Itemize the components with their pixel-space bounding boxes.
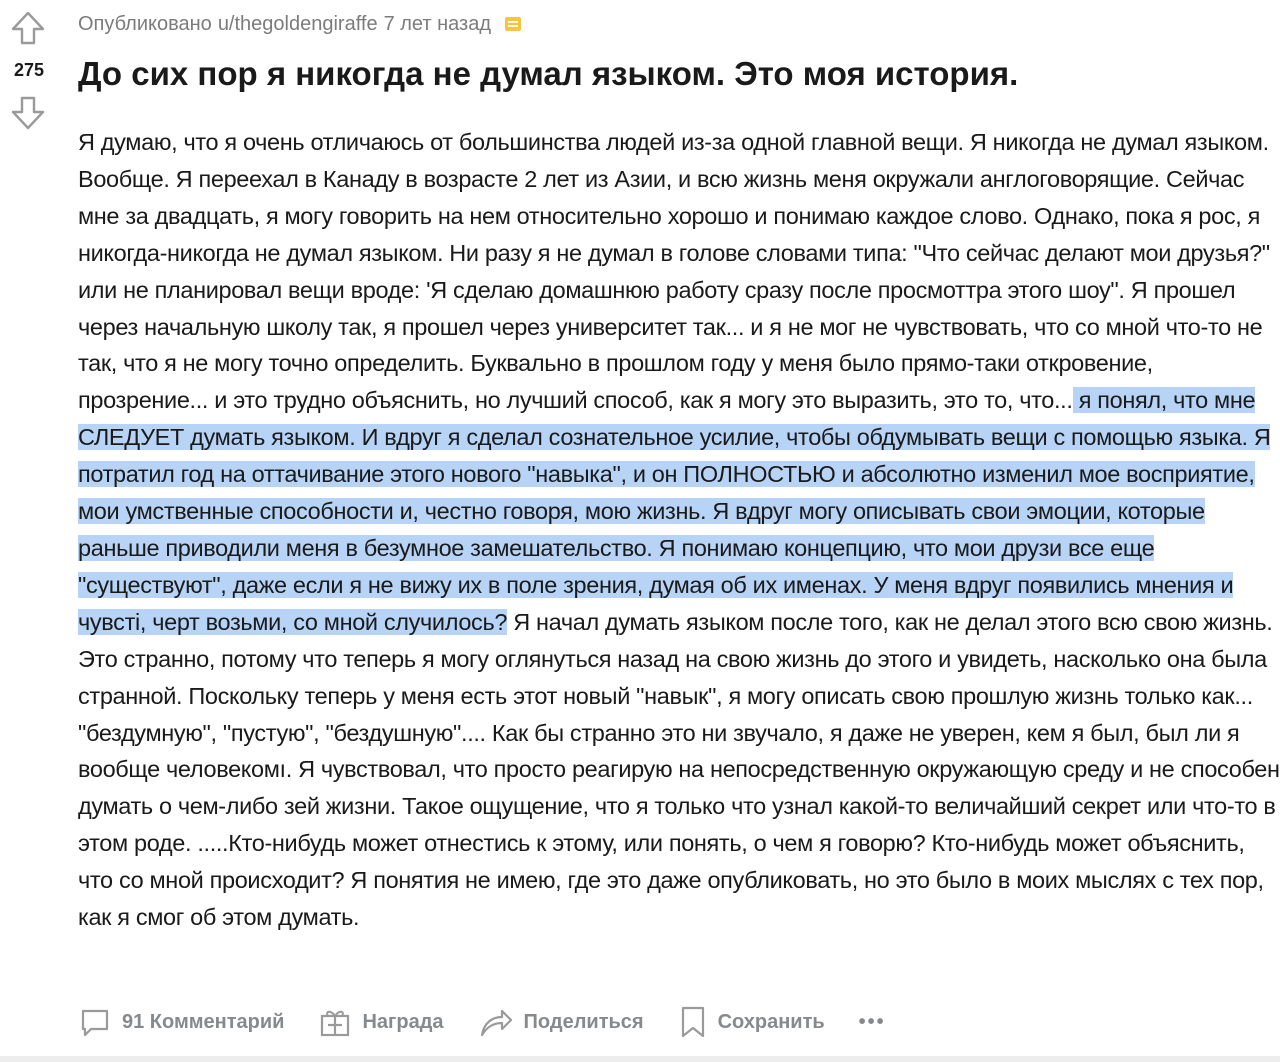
share-label: Поделиться xyxy=(523,1010,644,1033)
arrow-down-icon xyxy=(10,95,46,131)
vote-score: 275 xyxy=(13,60,45,80)
post-meta xyxy=(78,10,523,38)
post-title[interactable]: До сих пор я никогда не думал языком. Это моя история. xyxy=(78,55,1019,92)
post-time: 7 лет назад xyxy=(383,12,492,35)
body-text-before-highlight: Я думаю, что я очень отличаюсь от большинства людей из-за одной главной вещи. Я никогда не думал языком. Вообще. Я переехал в Канаду в возрасте 2 лет из Азии, и всю жизнь меня окружали англоговорящие. Сейчас мне за двадцать, я могу говорить на нем относительно хорошо и понимаю каждое слово. Однако, пока я рос, я никогда-никогда не думал языком. Ни разу я не думал в голове словами типа: "Что сейчас делают мои друзья?" или не планировал вещи вроде: 'Я сделаю домашнюю работу сразу после просмоттра этого шоу". Я прошел через начальную школу так, я прошел через университет так... и я не мог не чувствовать, что со мной что-то не так, что я не могу точно определить. Буквально в прошлом году у меня было прямо-таки откровение, прозрение... и это трудно объяснить, но лучший способ, как я могу это выразить, это то, что... xyxy=(78,129,1270,414)
body-text-after-highlight: Я начал думать языком после того, как не делал этого всю свою жизнь. Это странно, потому что теперь я могу оглянуться назад на свою жизнь до этого и увидеть, насколько она была странной. Поскольку теперь у меня есть этот новый "навык", я могу описать свою прошлую жизнь только как... "бездумную", "пустую", "бездушную".... Как бы странно это ни звучало, я даже не уверен, кем я был, был ли я вообще человекомı. Я чувствовал, что просто реагирую на непосредственную окружающую среду и не способен думать о чем-либо зей жизни. Такое ощущение, что я только что узнал какой-то величайший секрет или что-то в этом роде. .....Кто-нибудь может отнестись к этому, или понять, о чем я говорю? Кто-нибудь может объяснить, что со мной происходит? Я понятия не имею, где это даже опубликовать, но это было в моих мыслях с тех пор, как я смог об этом думать. xyxy=(78,608,1280,931)
arrow-up-icon xyxy=(10,10,46,46)
save-label: Сохранить xyxy=(717,1010,825,1033)
post-body xyxy=(78,124,1280,974)
share-arrow-icon xyxy=(478,1005,514,1039)
posted-prefix: Опубликовано xyxy=(78,12,212,35)
award-label: Награда xyxy=(362,1010,444,1033)
bottom-divider xyxy=(0,1056,1280,1062)
body-text-highlighted-selection: я понял, что мне СЛЕДУЕТ думать языком. И вдруг я сделал сознательное усилие, чтобы обдумывать вещи с помощью языка. Я потратил год на оттачивание этого нового "навыка", и он ПОЛНОСТЬЮ и абсолютно изменил мое восприятие, мои умственные способности и, честно говоря, мою жизнь. Я вдруг могу описывать свои эмоции, которые раньше приводили меня в безумное замешательство. Я понимаю концепцию, что мои друзи все еще "существуют", даже если я не вижу их в поле зрения, думая об их именах. У меня вдруг появились мнения и чувсті, черт возьми, со мной случилось? xyxy=(78,387,1271,635)
comments-button[interactable] xyxy=(78,1005,284,1039)
comment-bubble-icon xyxy=(78,1005,112,1039)
post-actions-bar xyxy=(78,998,886,1046)
award-button[interactable] xyxy=(318,1005,443,1039)
gift-icon xyxy=(318,1005,352,1039)
comments-label: 91 Комментарий xyxy=(122,1010,285,1033)
vote-column xyxy=(0,0,58,140)
share-button[interactable] xyxy=(478,1005,644,1039)
more-options-button[interactable] xyxy=(859,1011,886,1034)
author-link[interactable]: u/thegoldengiraffe xyxy=(217,12,378,35)
award-badge-icon[interactable] xyxy=(503,14,523,34)
more-dots-icon: ••• xyxy=(858,1010,886,1033)
bookmark-icon xyxy=(678,1005,708,1039)
downvote-button[interactable] xyxy=(8,93,48,133)
upvote-button[interactable] xyxy=(8,8,48,48)
save-button[interactable] xyxy=(678,1005,825,1039)
